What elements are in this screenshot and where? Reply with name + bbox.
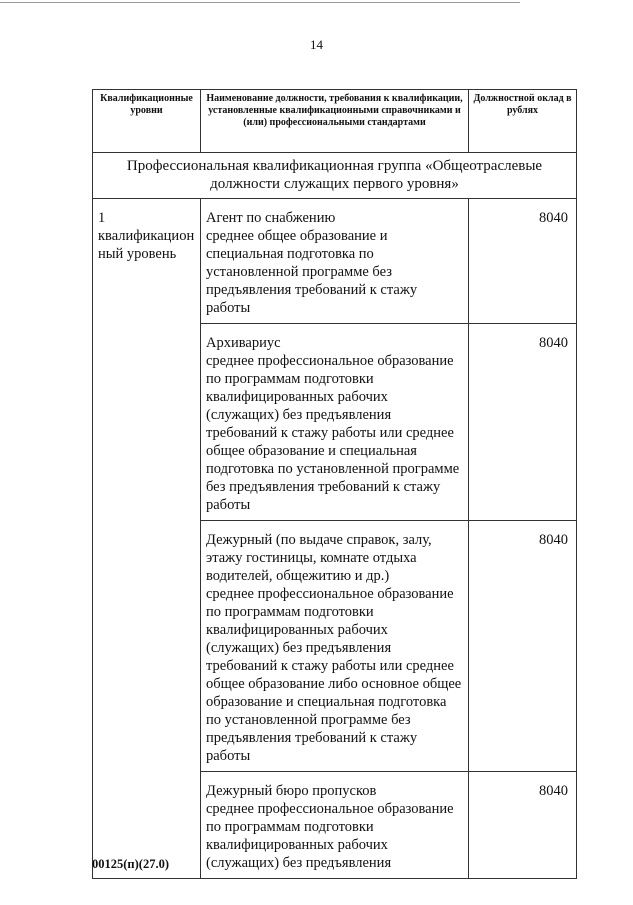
position-title: Агент по снабжению: [206, 210, 336, 226]
position-title: Дежурный бюро пропусков: [206, 783, 377, 799]
position-requirements: среднее профессиональное образование по программам подготовки квалифицированных рабочих (служащих) без предъявления требований к стажу работы или среднее общее образование либо основное общее образование и специальная подготовка по установленной программе без предъявления требований к стажу работы: [206, 586, 462, 764]
salary-table: [92, 89, 577, 879]
position-cell: [201, 772, 469, 879]
salary-cell: 8040: [469, 772, 577, 879]
position-title: Архивариус: [206, 335, 281, 351]
page-number: 14: [310, 37, 323, 52]
salary-cell: 8040: [469, 521, 577, 772]
header-position: Наименование должности, требования к квалификации, установленные квалификационными справочниками и (или) профессиональными стандартами: [201, 90, 469, 153]
group-title: Профессиональная квалификационная группа «Общеотраслевые должности служащих первого уровня»: [93, 153, 577, 199]
header-salary: Должностной оклад в рублях: [469, 90, 577, 153]
position-requirements: среднее профессиональное образование по программам подготовки квалифицированных рабочих (служащих) без предъявления: [206, 801, 454, 871]
qualification-level: 1 квалификацион ный уровень: [93, 199, 201, 879]
position-requirements: среднее профессиональное образование по программам подготовки квалифицированных рабочих (служащих) без предъявления требований к стажу работы или среднее общее образование и специальная подготовка по установленной программе без предъявления требований к стажу работы: [206, 353, 460, 513]
header-row: [93, 90, 577, 153]
top-rule: [0, 2, 520, 3]
table-row: [93, 199, 577, 324]
position-cell: [201, 521, 469, 772]
document-code: 00125(п)(27.0): [92, 857, 169, 871]
position-cell: [201, 199, 469, 324]
header-level: Квалификационные уровни: [93, 90, 201, 153]
position-requirements: среднее общее образование и специальная подготовка по установленной программе без предъявления требований к стажу работы: [206, 228, 418, 316]
salary-cell: 8040: [469, 324, 577, 521]
group-row: [93, 153, 577, 199]
position-cell: [201, 324, 469, 521]
salary-cell: 8040: [469, 199, 577, 324]
position-title: Дежурный (по выдаче справок, залу, этажу гостиницы, комнате отдыха водителей, общежитию и др.): [206, 532, 432, 584]
